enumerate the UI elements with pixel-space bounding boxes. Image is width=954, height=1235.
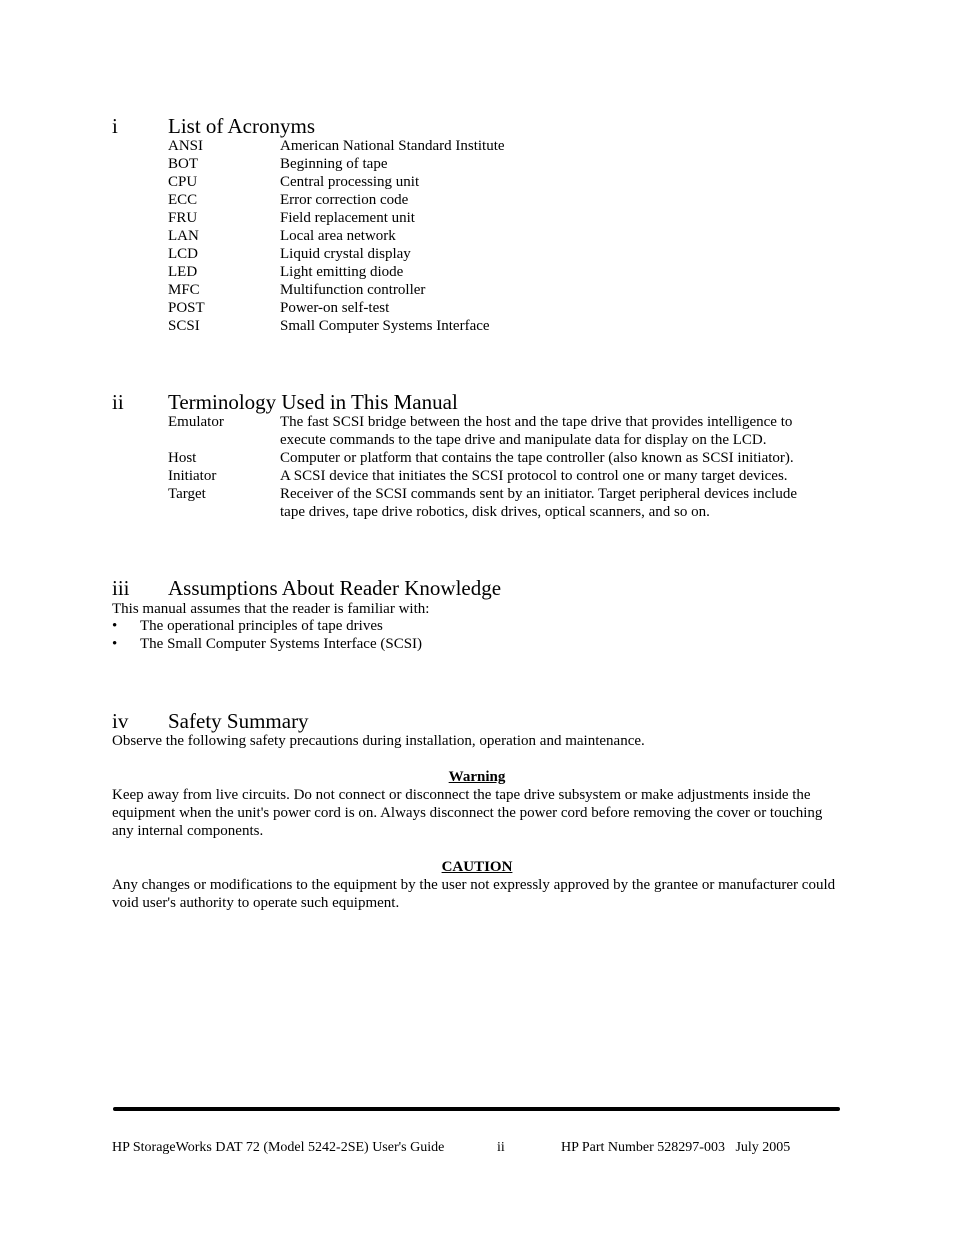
bullet-item <box>112 636 422 654</box>
term: LED <box>168 264 198 280</box>
bullet-symbol: • <box>112 635 118 652</box>
caution-text: Any changes or modifications to the equipment by the user not expressly approved by the grantee or manufacturer could void user's authority to operate such equipment. <box>112 877 836 911</box>
term: ECC <box>168 192 198 208</box>
bullet-text: The Small Computer Systems Interface (SCSI) <box>140 635 423 652</box>
term-definition: Error correction code <box>280 192 409 208</box>
term-definition: Receiver of the SCSI commands sent by an initiator. Target peripheral devices include tape drives, tape drive robotics, disk drives, optical scanners, and so on. <box>280 486 798 520</box>
term-definition: Multifunction controller <box>280 282 426 298</box>
bullet-symbol: • <box>112 618 118 634</box>
term-definition: A SCSI device that initiates the SCSI protocol to control one or many target devices. <box>280 468 788 484</box>
section-number-acronyms: i <box>112 114 118 138</box>
term-row <box>168 449 825 467</box>
term-definition: Beginning of tape <box>280 156 388 172</box>
term-definition: Central processing unit <box>280 174 420 190</box>
term-row <box>168 155 825 173</box>
footer-guide-title: HP StorageWorks DAT 72 (Model 5242-2SE) User's Guide <box>112 1140 445 1155</box>
acronym-list <box>168 137 825 335</box>
section-title-safety: Safety Summary <box>168 709 309 733</box>
term: POST <box>168 300 205 316</box>
term-definition: American National Standard Institute <box>280 138 505 154</box>
term-definition: Small Computer Systems Interface <box>280 318 490 334</box>
footer-rule <box>113 1107 840 1111</box>
term: Host <box>168 450 197 466</box>
assumptions-intro: This manual assumes that the reader is familiar with: <box>112 601 430 617</box>
term: MFC <box>168 282 200 298</box>
section-number-safety: iv <box>112 709 129 733</box>
term: BOT <box>168 156 198 172</box>
term-definition: Local area network <box>280 228 396 244</box>
section-title-terminology: Terminology Used in This Manual <box>168 390 458 414</box>
term-row <box>168 209 825 227</box>
footer-page-number: ii <box>497 1140 505 1155</box>
term-definition: Power-on self-test <box>280 300 390 316</box>
term-definition: Computer or platform that contains the tape controller (also known as SCSI initiator). <box>280 450 794 466</box>
term-row <box>168 299 825 317</box>
term-row <box>168 281 825 299</box>
term: Initiator <box>168 468 217 484</box>
term: SCSI <box>168 318 200 334</box>
section-title-assumptions: Assumptions About Reader Knowledge <box>168 576 502 600</box>
footer-part-number: HP Part Number 528297-003 July 2005 <box>561 1140 791 1155</box>
safety-intro: Observe the following safety precautions during installation, operation and maintenance. <box>112 733 645 749</box>
term-definition: Field replacement unit <box>280 210 415 226</box>
term-row <box>168 263 825 281</box>
warning-text: Keep away from live circuits. Do not connect or disconnect the tape drive subsystem or make adjustments inside the equipment when the unit's power cord is on. Always disconnect the power cord before removing the cover or touching any internal components. <box>112 787 823 839</box>
term-row <box>168 245 825 263</box>
term-row <box>168 317 825 335</box>
section-number-assumptions: iii <box>112 576 130 600</box>
term-row <box>168 485 825 521</box>
warning-heading: Warning <box>448 769 506 785</box>
term-row <box>168 137 825 155</box>
term: CPU <box>168 174 198 190</box>
term-row <box>168 413 825 449</box>
bullet-text: The operational principles of tape drives <box>140 618 383 634</box>
terminology-list <box>168 413 825 521</box>
section-title-acronyms: List of Acronyms <box>168 114 315 138</box>
term-row <box>168 191 825 209</box>
term: FRU <box>168 210 198 226</box>
section-number-terminology: ii <box>112 390 124 414</box>
term-definition: Liquid crystal display <box>280 246 411 262</box>
term: LCD <box>168 246 198 262</box>
bullet-item <box>112 618 422 636</box>
term: Target <box>168 486 206 502</box>
term: Emulator <box>168 414 224 430</box>
term-row <box>168 467 825 485</box>
caution-heading: CAUTION <box>441 859 513 875</box>
term: LAN <box>168 228 199 244</box>
term-definition: The fast SCSI bridge between the host and the tape drive that provides intelligence to execute commands to the tape drive and manipulate data for display on the LCD. <box>280 414 793 448</box>
term-row <box>168 173 825 191</box>
term-definition: Light emitting diode <box>280 264 404 280</box>
assumptions-bullet-list <box>112 618 422 653</box>
term-row <box>168 227 825 245</box>
term: ANSI <box>168 138 204 154</box>
